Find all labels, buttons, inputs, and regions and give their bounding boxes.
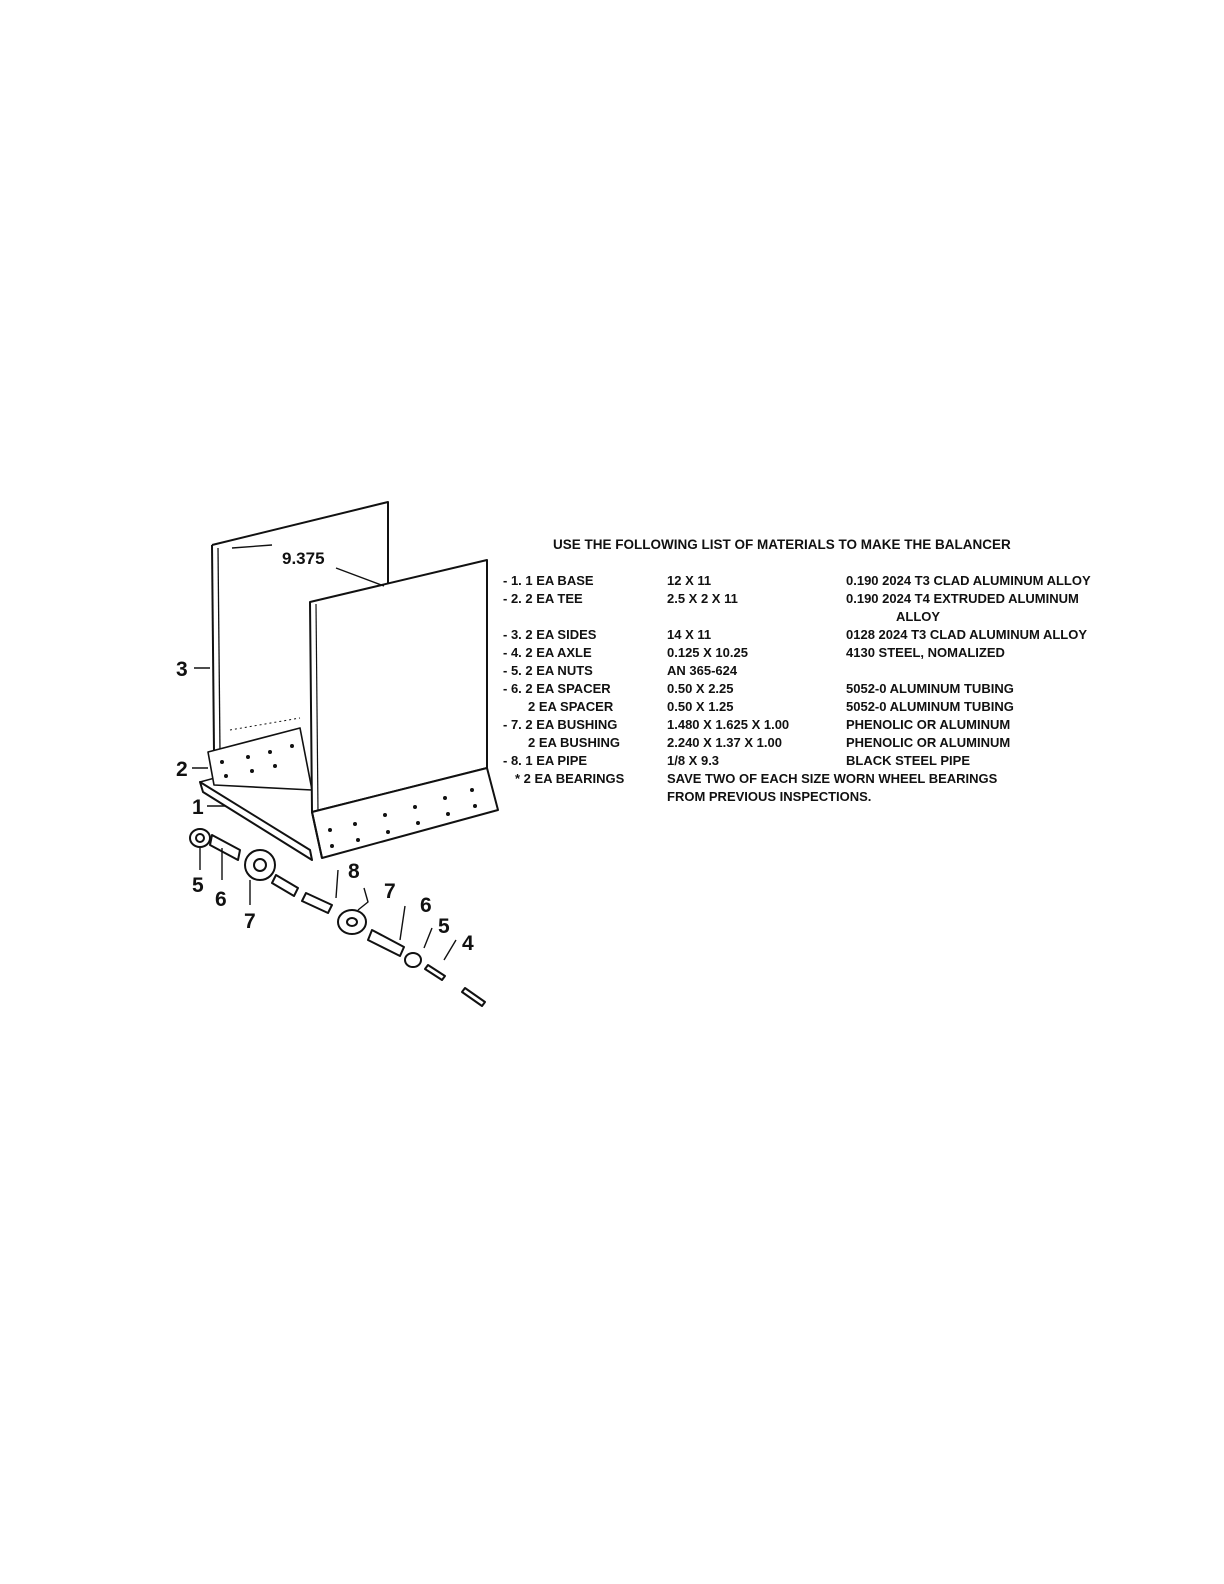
- bushing-part-7-right: [338, 910, 366, 934]
- item-material: PHENOLIC OR ALUMINUM: [846, 717, 1011, 732]
- axle-part-4: [425, 965, 485, 1006]
- dimension-label: 9.375: [282, 549, 325, 568]
- item-label: - 5. 2 EA NUTS: [503, 663, 593, 678]
- spacer-part-6-right: [368, 930, 404, 956]
- nut-part-5-right: [405, 953, 421, 967]
- item-material: 0.190 2024 T3 CLAD ALUMINUM ALLOY: [846, 573, 1091, 588]
- item-material: 0.190 2024 T4 EXTRUDED ALUMINUM: [846, 591, 1079, 606]
- item-label: - 4. 2 EA AXLE: [503, 645, 592, 660]
- callout-6-left: 6: [215, 888, 227, 911]
- item-size: 12 X 11: [667, 573, 712, 588]
- item-material: 5052-0 ALUMINUM TUBING: [846, 681, 1014, 696]
- nut-part-5-left: [190, 829, 210, 847]
- item-size: AN 365-624: [667, 663, 738, 678]
- item-label: - 1. 1 EA BASE: [503, 573, 594, 588]
- item-material: BLACK STEEL PIPE: [846, 753, 971, 768]
- item-size: FROM PREVIOUS INSPECTIONS.: [667, 789, 872, 804]
- item-size: 2.5 X 2 X 11: [667, 591, 738, 606]
- item-material: 5052-0 ALUMINUM TUBING: [846, 699, 1014, 714]
- item-size: 0.50 X 2.25: [667, 681, 734, 696]
- callout-4: 4: [462, 932, 474, 955]
- materials-title: USE THE FOLLOWING LIST OF MATERIALS TO MAKE THE BALANCER: [553, 537, 1011, 552]
- back-tee: [208, 728, 312, 790]
- pipe-part-8: [272, 875, 332, 913]
- item-size: 1.480 X 1.625 X 1.00: [667, 717, 790, 732]
- item-size: 1/8 X 9.3: [667, 753, 720, 768]
- callout-1: 1: [192, 796, 204, 819]
- item-label: 2 EA SPACER: [528, 699, 614, 714]
- callout-5-right: 5: [438, 915, 450, 938]
- callout-7-right: 7: [384, 880, 396, 903]
- callout-8: 8: [348, 860, 360, 883]
- back-side-plate: [212, 502, 388, 585]
- item-label: 2 EA BUSHING: [528, 735, 620, 750]
- item-size: 0.125 X 10.25: [667, 645, 748, 660]
- callout-3: 3: [176, 658, 188, 681]
- item-material: PHENOLIC OR ALUMINUM: [846, 735, 1011, 750]
- item-label: * 2 EA BEARINGS: [515, 771, 625, 786]
- callout-2: 2: [176, 758, 188, 781]
- item-label: - 3. 2 EA SIDES: [503, 627, 597, 642]
- spacer-part-6-left: [210, 835, 240, 860]
- item-material: ALLOY: [896, 609, 941, 624]
- item-label: - 6. 2 EA SPACER: [503, 681, 611, 696]
- bushing-part-7-left: [245, 850, 275, 880]
- item-size: 14 X 11: [667, 627, 712, 642]
- item-label: - 2. 2 EA TEE: [503, 591, 583, 606]
- callout-7-left: 7: [244, 910, 256, 933]
- item-material: 4130 STEEL, NOMALIZED: [846, 645, 1005, 660]
- item-size: 0.50 X 1.25: [667, 699, 734, 714]
- callout-5-left: 5: [192, 874, 204, 897]
- item-label: - 8. 1 EA PIPE: [503, 753, 588, 768]
- item-size: SAVE TWO OF EACH SIZE WORN WHEEL BEARINGS: [667, 771, 998, 786]
- item-size: 2.240 X 1.37 X 1.00: [667, 735, 782, 750]
- callout-6-right: 6: [420, 894, 432, 917]
- item-label: - 7. 2 EA BUSHING: [503, 717, 618, 732]
- item-material: 0128 2024 T3 CLAD ALUMINUM ALLOY: [846, 627, 1088, 642]
